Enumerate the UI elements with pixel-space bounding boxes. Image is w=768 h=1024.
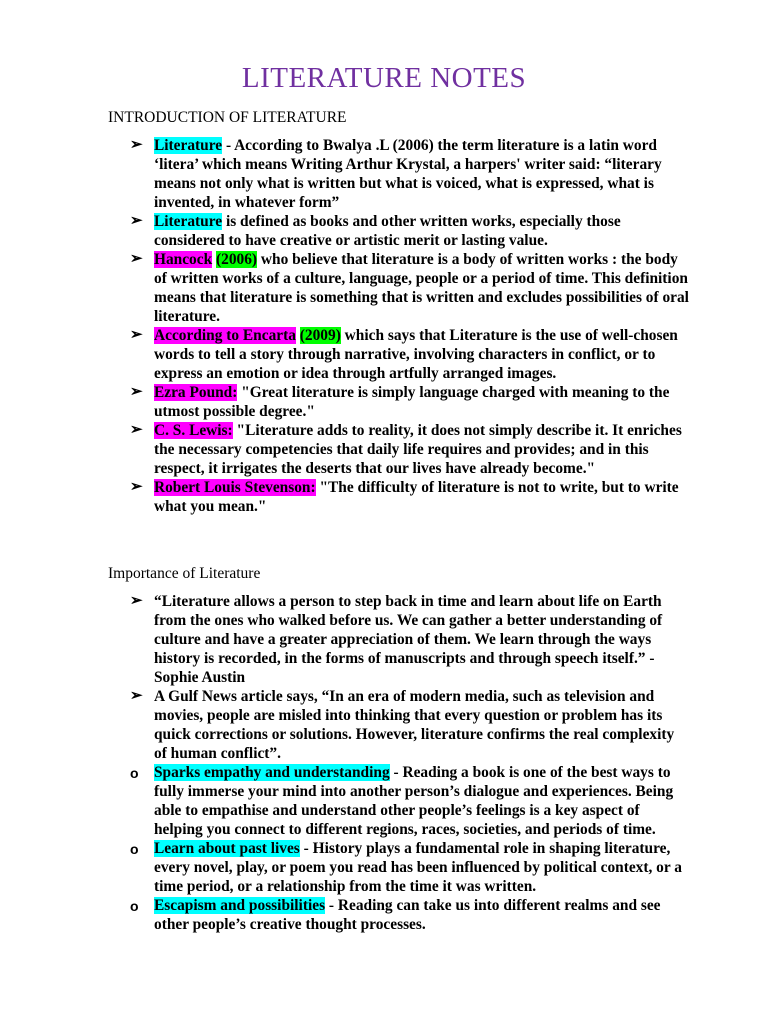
item-text: "Literature adds to reality, it does not simply describe it. It enriches the necessary competencies that daily life requires and provides; and in this respect, it irrigates the deserts that our lives have already become." [154,422,682,477]
page-title: LITERATURE NOTES [241,62,527,94]
highlighted-term: (2006) [216,251,258,268]
list-item [130,896,690,934]
arrow-bullet-icon: ➢ [130,327,143,343]
highlighted-term: Ezra Pound: [154,384,238,401]
importance-list [130,592,690,934]
list-item [130,687,690,763]
circle-bullet-icon: o [130,898,139,914]
item-text: - Reading a book is one of the best ways to fully immerse your mind into another person’s dialogue and experiences. Being able to empathise and understand other people’s feelings is a key aspect of helping you connect to different regions, races, societies, and periods of time. [154,764,674,838]
arrow-bullet-icon: ➢ [130,593,143,609]
intro-heading: INTRODUCTION OF LITERATURE [108,109,347,126]
highlighted-term: Sparks empathy and understanding [154,764,390,781]
list-item [130,326,690,383]
highlighted-term: Learn about past lives [154,840,300,857]
item-text: who believe that literature is a body of written works : the body of written works of a culture, language, people or a period of time. This definition means that literature is something that is written and excludes possibilities of oral literature. [154,251,689,325]
arrow-bullet-icon: ➢ [130,384,143,400]
highlighted-term: Robert Louis Stevenson: [154,479,316,496]
list-item [130,592,690,687]
list-item [130,212,690,250]
list-item [130,383,690,421]
item-text: - History plays a fundamental role in shaping literature, every novel, play, or poem you read has been influenced by political context, or a time period, or a relationship from the time it was written. [154,840,682,895]
highlighted-term: According to Encarta [154,327,296,344]
arrow-bullet-icon: ➢ [130,688,143,704]
item-text: A Gulf News article says, “In an era of modern media, such as television and movies, people are misled into thinking that every question or problem has its quick corrections or solutions. However, literature confirms the real complexity of human conflict”. [154,688,675,762]
arrow-bullet-icon: ➢ [130,137,143,153]
list-item [130,763,690,839]
highlighted-term: (2009) [299,327,341,344]
highlighted-term: Hancock [154,251,213,268]
intro-list [130,136,690,516]
importance-heading: Importance of Literature [108,565,261,582]
highlighted-term: Literature [154,137,223,154]
list-item [130,478,690,516]
arrow-bullet-icon: ➢ [130,479,143,495]
list-item [130,839,690,896]
arrow-bullet-icon: ➢ [130,251,143,267]
list-item [130,250,690,326]
item-text: which says that Literature is the use of well-chosen words to tell a story through narrative, involving characters in conflict, or to express an emotion or idea through artfully arranged images. [154,327,678,382]
item-text: "Great literature is simply language charged with meaning to the utmost possible degree." [154,384,670,420]
circle-bullet-icon: o [130,765,139,781]
item-text: is defined as books and other written works, especially those considered to have creative or artistic merit or lasting value. [154,213,621,249]
circle-bullet-icon: o [130,841,139,857]
item-text: - According to Bwalya .L (2006) the term literature is a latin word ‘litera’ which means Writing Arthur Krystal, a harpers' writer said: “literary means not only what is written but what is voiced, what is expressed, what is invented, in whatever form” [154,137,662,211]
highlighted-term: C. S. Lewis: [154,422,233,439]
arrow-bullet-icon: ➢ [130,213,143,229]
highlighted-term: Escapism and possibilities [154,897,326,914]
arrow-bullet-icon: ➢ [130,422,143,438]
item-text: “Literature allows a person to step back in time and learn about life on Earth from the ones who walked before us. We can gather a better understanding of culture and have a greater appreciation of them. We learn through the ways history is recorded, in the forms of manuscripts and through speech itself.” - Sophie Austin [154,593,663,686]
list-item [130,136,690,212]
item-text: "The difficulty of literature is not to write, but to write what you mean." [154,479,679,515]
highlighted-term: Literature [154,213,223,230]
list-item [130,421,690,478]
item-text: - Reading can take us into different realms and see other people’s creative thought processes. [154,897,661,933]
